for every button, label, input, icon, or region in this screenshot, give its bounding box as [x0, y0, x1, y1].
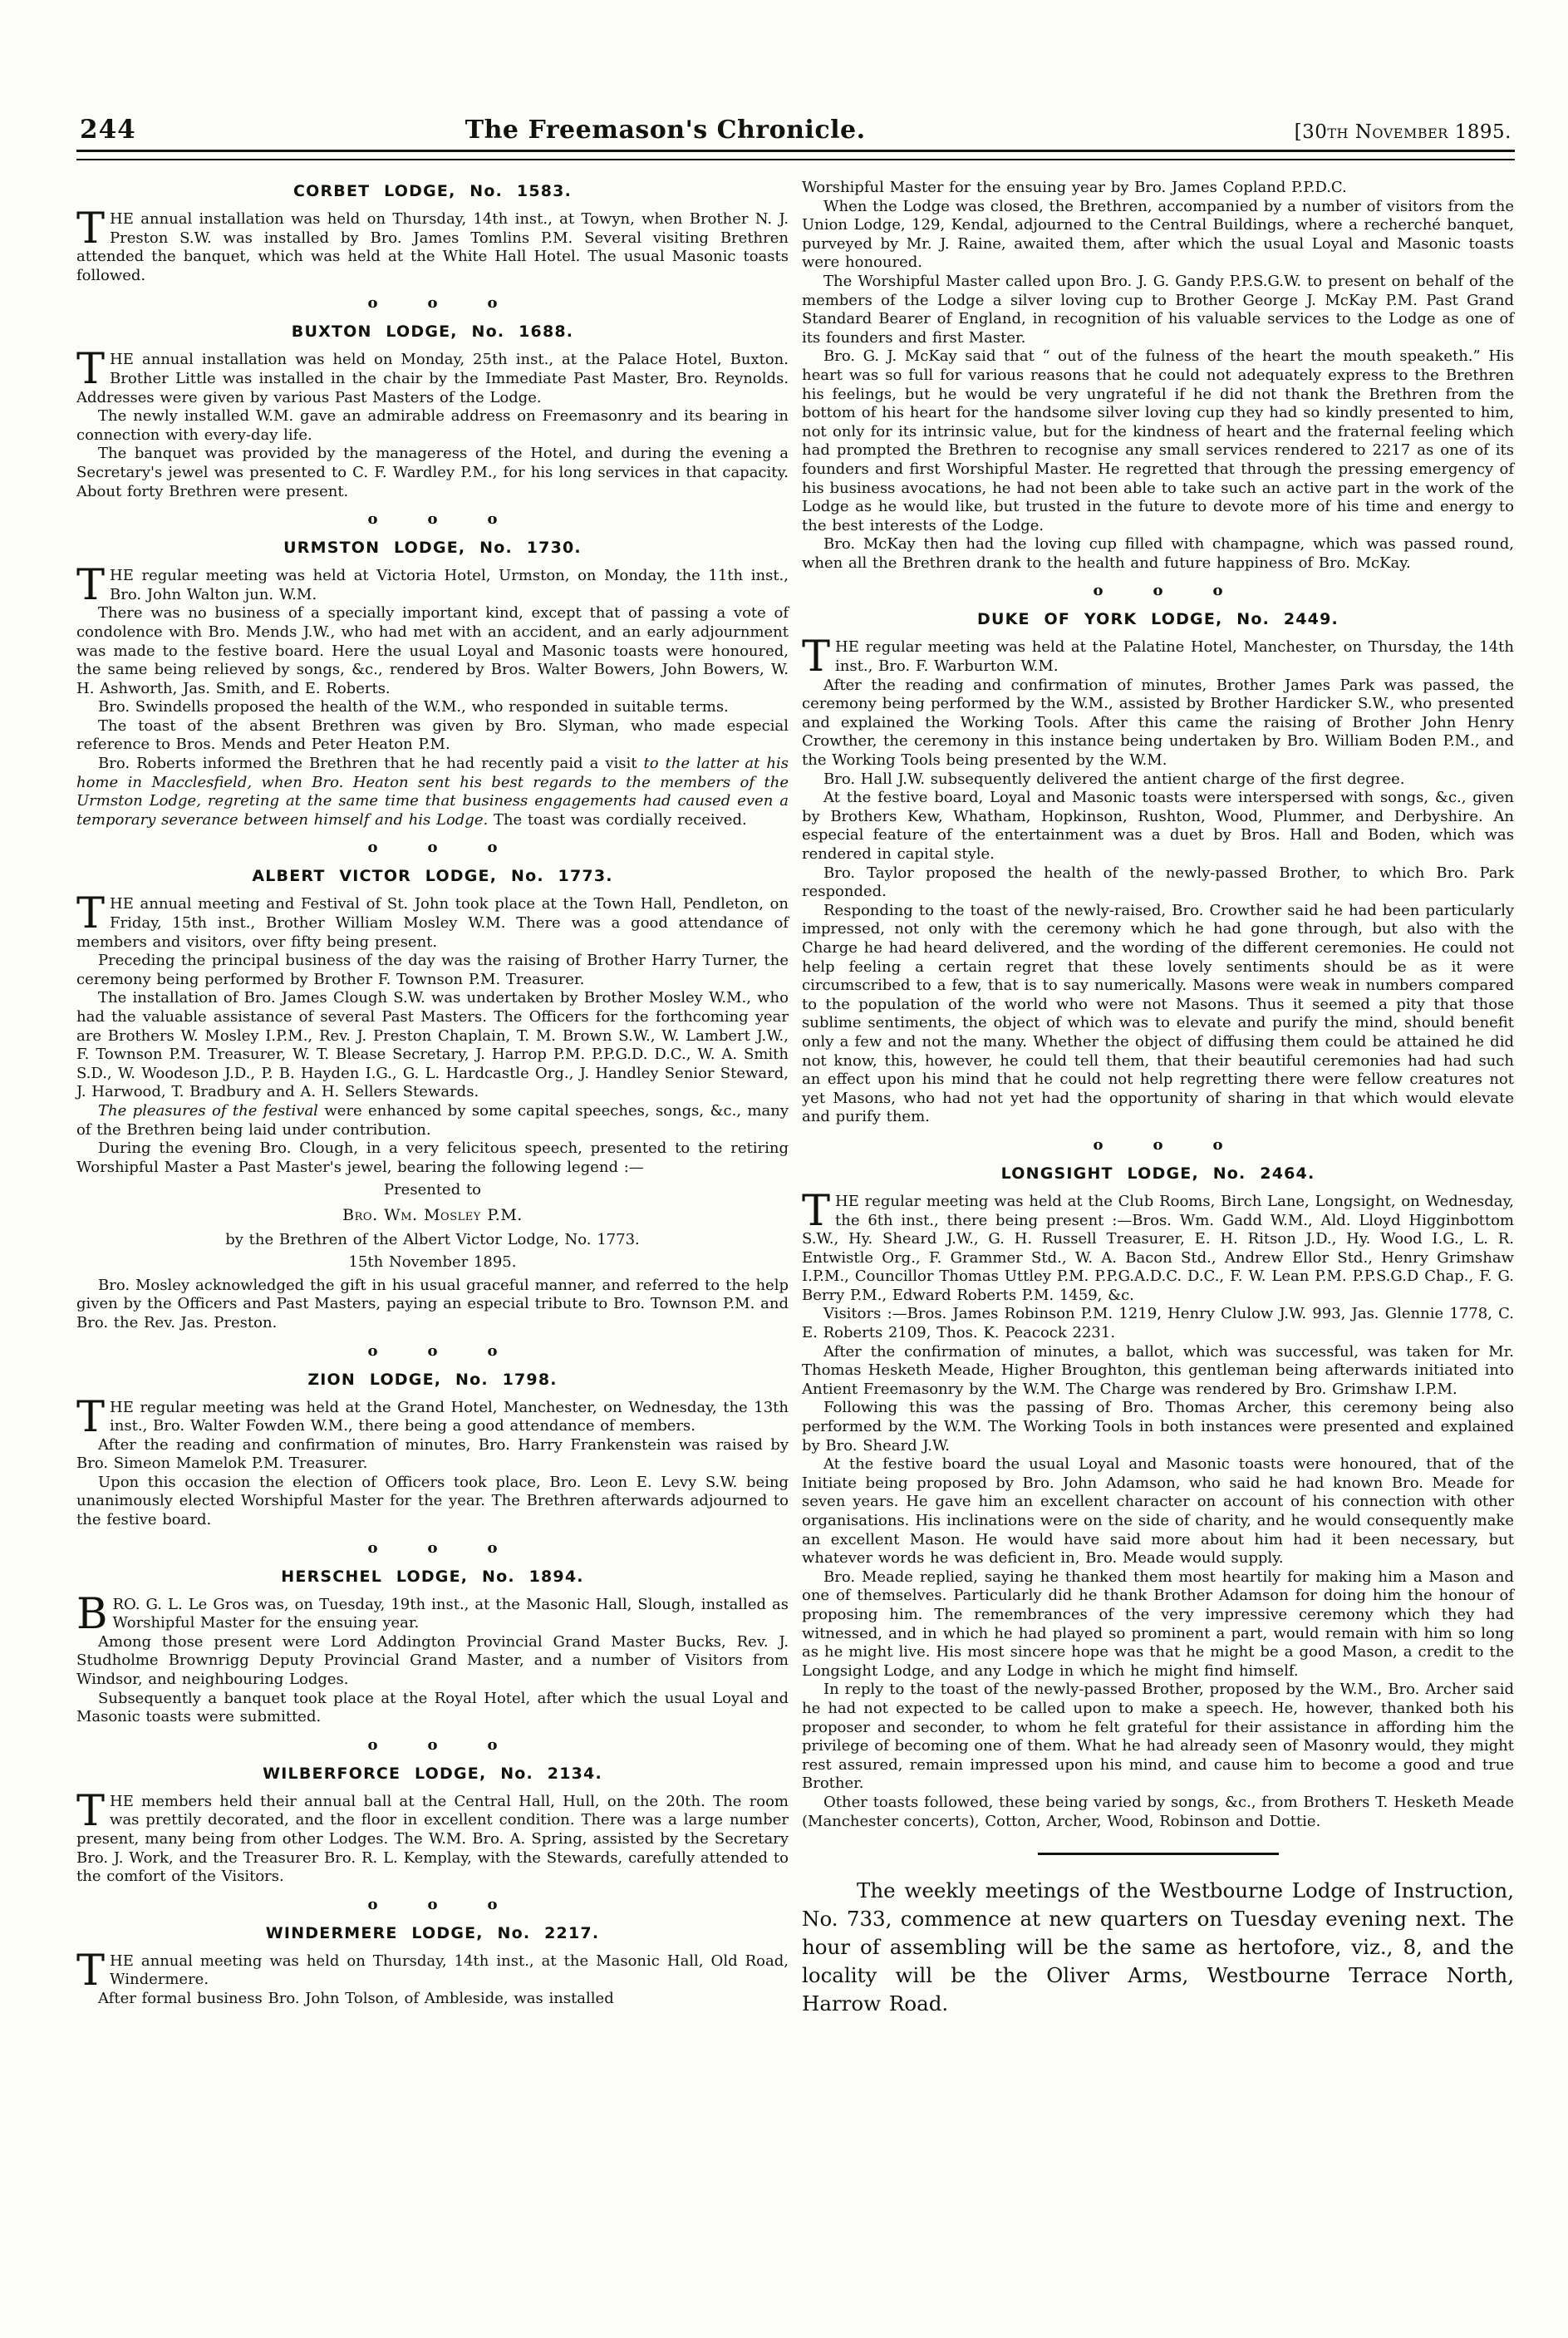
section-heading: HERSCHEL LODGE, No. 1894. [281, 1567, 584, 1586]
paragraph: Preceding the principal business of the day was the raising of Brother Harry Turner, the ceremony being performed by Brother F. Townson P.M. Treasurer. [76, 952, 789, 988]
paragraph: 15th November 1895. [348, 1253, 517, 1272]
text-run: Bro. Roberts informed the Brethren that he had recently paid a visit [98, 755, 644, 773]
paragraph: THE annual meeting and Festival of St. John took place at the Town Hall, Pendleton, on Friday, 15th inst., Brother William Mosley W.M. There was a good attendance of members and visitors, over fifty being present. [76, 889, 789, 951]
paragraph: There was no business of a specially important kind, except that of passing a vote of condolence with Bro. Mends J.W., who had met with an accident, and an early adjournment was made to the festive board. Here the usual Loyal and Masonic toasts were honoured, the same being relieved by songs, &c., rendered by Bros. Walter Bowers, John Bowers, W. H. Ashworth, Jas. Smith, and E. Roberts. [76, 604, 789, 697]
italic-run: The pleasures of the festival [98, 1101, 318, 1120]
paragraph: THE regular meeting was held at Victoria Hotel, Urmston, on Monday, the 11th inst., Bro. John Walton jun. W.M. [76, 561, 789, 611]
separator-o-glyph: o [427, 1735, 438, 1754]
section-heading: URMSTON LODGE, No. 1730. [283, 539, 582, 558]
section-separator [76, 1342, 789, 1360]
paragraph: THE members held their annual ball at the Central Hall, Hull, on the 20th. The room was prettily decorated, and the floor in excellent condition. There was a large number present, many being from other Lodges. The W.M. Bro. A. Spring, assisted by the Secretary Bro. J. Work, and the Treasurer Bro. R. L. Kemplay, with the Stewards, carefully attended to the comfort of the Visitors. [76, 1786, 789, 1886]
separator-o-glyph: o [427, 1341, 438, 1360]
paragraph: Subsequently a banquet took place at the Royal Hotel, after which the usual Loyal and Masonic toasts were submitted. [76, 1689, 789, 1726]
separator-o-glyph: o [487, 1538, 498, 1557]
separator-o-glyph: o [427, 294, 438, 313]
text-run: The toast was cordially received. [488, 810, 747, 829]
paragraph: The weekly meetings of the Westbourne Lodge of Instruction, No. 733, commence at new quarters on Tuesday evening next. The hour of assembling will be the same as hertofore, viz., 8, and the locality will be the Oliver Arms, Westbourne Terrace North, Harrow Road. [802, 1878, 1514, 2016]
paragraph: At the festive board the usual Loyal and Masonic toasts were honoured, that of the Initiate being proposed by Bro. John Adamson, who said he had known Bro. Meade for seven years. He gave him an excellent character on account of his connection with other organisations. His inclinations were on the side of charity, and he would consequently make an excellent Mason. He would have said more about him had it been necessary, but whatever words he was deficient in, Bro. Meade would supply. [802, 1455, 1514, 1568]
paragraph [76, 1102, 789, 1139]
paragraph: The banquet was provided by the manageress of the Hotel, and during the evening a Secretary's jewel was presented to C. F. Wardley P.M., for his long services in that capacity. About forty Brethren were present. [76, 445, 789, 500]
separator-o-glyph: o [1093, 582, 1103, 600]
paragraph: by the Brethren of the Albert Victor Lodge, No. 1773. [225, 1230, 640, 1248]
paragraph [76, 755, 789, 829]
paragraph: BRO. G. L. Le Gros was, on Tuesday, 19th inst., at the Masonic Hall, Slough, installed as Worshipful Master for the ensuing year. [76, 1589, 789, 1639]
paragraph: The toast of the absent Brethren was given by Bro. Slyman, who made especial reference to Bros. Mends and Peter Heaton P.M. [76, 716, 789, 754]
section-separator [76, 1539, 789, 1557]
separator-o-glyph: o [1153, 582, 1163, 600]
section-separator [76, 1896, 789, 1913]
section-heading: WINDERMERE LODGE, No. 2217. [265, 1923, 600, 1942]
section-heading: LONGSIGHT LODGE, No. 2464. [1000, 1164, 1315, 1183]
paragraph: The newly installed W.M. gave an admirable address on Freemasonry and its bearing in connection with every-day life. [76, 407, 789, 444]
paragraph: Bro. Meade replied, saying he thanked them most heartily for making him a Mason and one of themselves. Particularly did he thank Brother Adamson for doing him the honour of proposing him. The remembrances of the very impressive ceremony which they had witnessed, and in which he had played so prominent a part, would remain with him so long as he might live. His most sincere hope was that he might be a good Mason, a credit to the Longsight Lodge, and any Lodge in which he might find himself. [802, 1568, 1514, 1680]
paper-title: The Freemason's Chronicle. [465, 116, 866, 145]
paragraph: THE annual installation was held on Thursday, 14th inst., at Towyn, when Brother N. J. Preston S.W. was installed by Bro. James Tomlins P.M. Several visiting Brethren attended the banquet, which was held at the White Hall Hotel. The usual Masonic toasts followed. [76, 204, 789, 284]
separator-o-glyph: o [1212, 1135, 1223, 1154]
text-run: were enhanced by some capital speeches, songs, &c., many of the Brethren being laid under contribution. [76, 1101, 789, 1139]
paragraph: THE annual installation was held on Monday, 25th inst., at the Palace Hotel, Buxton. Brother Little was installed in the chair by the Immediate Past Master, Bro. Reynolds. Addresses were given by various Past Masters of the Lodge. [76, 345, 789, 406]
separator-o-glyph: o [367, 1538, 378, 1557]
section-separator [76, 1736, 789, 1754]
section-end-rule [1038, 1853, 1279, 1855]
separator-o-glyph: o [427, 1538, 438, 1557]
right-column [802, 179, 1514, 2018]
paragraph: After the reading and confirmation of minutes, Brother James Park was passed, the ceremony being performed by the W.M., assisted by Brother Hardicker S.W., who presented and explained the Working Tools. After this came the raising of Brother John Henry Crowther, the ceremony in this instance being undertaken by Bro. William Boden P.M., and the Working Tools being presented by the W.M. [802, 676, 1514, 770]
section-separator [76, 510, 789, 528]
section-heading: ALBERT VICTOR LODGE, No. 1773. [252, 867, 613, 886]
paragraph: Bro. G. J. McKay said that “ out of the fulness of the heart the mouth speaketh.” His heart was so full for various reasons that he could not adequately express to the Brethren his feelings, but he would be very ungrateful if he did not thank the Brethren from the bottom of his heart for the handsome silver loving cup they had so kindly presented to him, not only for its intrinsic value, but for the kindness of heart and the fraternal feeling which had prompted the Brethren to recognise any small services rendered to 2217 as one of its founders and first Worshipful Master. He regretted that through the pressing emergency of his business avocations, he had not been able to take such an active part in the work of the Lodge as he would like, but trusted in the future to devote more of his time and energy to the best interests of the Lodge. [802, 347, 1514, 534]
section-separator [802, 1136, 1514, 1154]
separator-o-glyph: o [367, 839, 378, 857]
separator-o-glyph: o [367, 294, 378, 313]
paragraph: Upon this occasion the election of Officers took place, Bro. Leon E. Levy S.W. being unanimously elected Worshipful Master for the year. The Brethren afterwards adjourned to the festive board. [76, 1473, 789, 1529]
section-heading: DUKE OF YORK LODGE, No. 2449. [977, 610, 1339, 629]
paragraph: Responding to the toast of the newly-raised, Bro. Crowther said he had been particularly impressed, not only with the ceremony which he had gone through, but also with the Charge he had heard delivered, and the wording of the different ceremonies. He could not help feeling a certain regret that these lovely sentiments should be as it were circumscribed to a few, that is to say numerically. Masons were weak in numbers compared to the population of the world who were not Masons. Thus it seemed a pity that those sublime sentiments, the object of which was to elevate and purify the mind, should benefit only a few and not the many. Whether the object of diffusing them could be attained he did not know, this, however, he could tell them, that their beautiful ceremonies had had such an effect upon his mind that he could not help regretting there were fellow creatures not yet Masons, who had not yet had the opportunity of sharing in that which would elevate and purify them. [802, 901, 1514, 1126]
separator-o-glyph: o [1093, 1135, 1103, 1154]
separator-o-glyph: o [367, 1735, 378, 1754]
paragraph: The installation of Bro. James Clough S.W. was undertaken by Brother Mosley W.M., who had the valuable assistance of several Past Masters. The Officers for the forthcoming year are Brothers W. Mosley I.P.M., Rev. J. Preston Chaplain, T. M. Brown S.W., W. Lambert J.W., F. Townson P.M. Treasurer, W. T. Blease Secretary, J. Harrop P.M. P.P.G.D. D.C., W. A. Smith S.D., W. Woodeson J.D., P. B. Hayden I.G., G. L. Hardcastle Org., J. Handley Senior Steward, J. Harwood, T. Bradbury and A. H. Sellers Stewards. [76, 989, 789, 1101]
paragraph: Worshipful Master for the ensuing year by Bro. James Copland P.P.D.C. [802, 179, 1347, 196]
separator-o-glyph: o [367, 1341, 378, 1360]
masthead-rule [76, 150, 1515, 160]
paragraph: At the festive board, Loyal and Masonic toasts were interspersed with songs, &c., given by Brothers Kew, Whatham, Hopkinson, Rushton, Wood, Plummer, and Derbyshire. An especial feature of the entertainment was a duet by Bros. Hall and Boden, which was rendered in capital style. [802, 789, 1514, 863]
separator-o-glyph: o [367, 510, 378, 529]
paragraph: After the reading and confirmation of minutes, Bro. Harry Frankenstein was raised by Bro. Simeon Mamelok P.M. Treasurer. [76, 1435, 789, 1473]
separator-o-glyph: o [427, 510, 438, 529]
paragraph: THE regular meeting was held at the Club Rooms, Birch Lane, Longsight, on Wednesday, the 6th inst., there being present :—Bros. Wm. Gadd W.M., Ald. Lloyd Higginbottom S.W., Hy. Sheard J.W., G. H. Russell Treasurer, E. H. Ritson J.D., Hy. Wood I.G., L. R. Entwistle Org., F. Grammer Std., W. A. Bacon Std., Andrew Ellor Std., Henry Grimshaw I.P.M., Councillor Thomas Uttley P.M. P.P.G.A.D.C. D.C., F. W. Lean P.M. P.P.S.G.D Chap., F. G. Berry P.M., Edward Roberts P.M. 1459, &c. [802, 1186, 1514, 1304]
separator-o-glyph: o [487, 1895, 498, 1913]
paragraph: Bro. McKay then had the loving cup filled with champagne, which was passed round, when all the Brethren drank to the health and future happiness of Bro. McKay. [802, 535, 1514, 572]
separator-o-glyph: o [427, 839, 438, 857]
separator-o-glyph: o [1212, 582, 1223, 600]
page-number: 244 [80, 115, 136, 145]
paragraph: Bro. Taylor proposed the health of the newly-passed Brother, to which Bro. Park responded. [802, 864, 1514, 901]
separator-o-glyph: o [367, 1895, 378, 1913]
section-separator [802, 582, 1514, 599]
paragraph: Presented to [383, 1181, 482, 1199]
paragraph: After the confirmation of minutes, a ballot, which was successful, was taken for Mr. Thomas Hesketh Meade, Higher Broughton, this gentleman being afterwards initiated into Antient Freemasonry by the W.M. The Charge was rendered by Bro. Grimshaw I.P.M. [802, 1342, 1514, 1398]
paragraph: Bro. Swindells proposed the health of the W.M., who responded in suitable terms. [98, 698, 729, 716]
separator-o-glyph: o [487, 1735, 498, 1754]
paragraph: The Worshipful Master called upon Bro. J. G. Gandy P.P.S.G.W. to present on behalf of the members of the Lodge a silver loving cup to Brother George J. McKay P.M. Past Grand Standard Bearer of England, in recognition of his valuable services to the Lodge as one of its founders and first Master. [802, 272, 1514, 347]
paragraph: Visitors :—Bros. James Robinson P.M. 1219, Henry Clulow J.W. 993, Jas. Glennie 1778, C. E. Roberts 2109, Thos. K. Peacock 2231. [802, 1305, 1514, 1342]
paragraph: During the evening Bro. Clough, in a very felicitous speech, presented to the retiring Worshipful Master a Past Master's jewel, bearing the following legend :— [76, 1139, 789, 1176]
left-column [76, 179, 789, 2018]
section-separator [76, 839, 789, 856]
paragraph: THE annual meeting was held on Thursday, 14th inst., at the Masonic Hall, Old Road, Windermere. [76, 1946, 789, 1996]
paragraph: Following this was the passing of Bro. Thomas Archer, this ceremony being also performed by the W.M. The Working Tools in both instances were presented and explained by Bro. Sheard J.W. [802, 1399, 1514, 1454]
separator-o-glyph: o [487, 839, 498, 857]
separator-o-glyph: o [1153, 1135, 1163, 1154]
section-heading: CORBET LODGE, No. 1583. [292, 182, 572, 200]
separator-o-glyph: o [487, 1341, 498, 1360]
paragraph: In reply to the toast of the newly-passed Brother, proposed by the W.M., Bro. Archer said he had not expected to be called upon to make a speech. He, however, thanked both his proposer and seconder, to whom he felt grateful for their assistance in affording him the privilege of becoming one of them. What he had already seen of Masonry would, they might rest assured, remain impressed upon his mind, and cause him to become a good and true Brother. [802, 1681, 1514, 1793]
paragraph: When the Lodge was closed, the Brethren, accompanied by a number of visitors from the Union Lodge, 129, Kendal, adjourned to the Central Buildings, where a recherché banquet, purveyed by Mr. J. Raine, awaited them, after which the usual Loyal and Masonic toasts were honoured. [802, 197, 1514, 272]
paragraph: Other toasts followed, these being varied by songs, &c., from Brothers T. Hesketh Meade (Manchester concerts), Cotton, Archer, Wood, Robinson and Dottie. [802, 1793, 1514, 1830]
paragraph: Among those present were Lord Addington Provincial Grand Master Bucks, Rev. J. Studholme Brownrigg Deputy Provincial Grand Master, and a number of Visitors from Windsor, and neighbouring Lodges. [76, 1632, 789, 1689]
section-heading: ZION LODGE, No. 1798. [307, 1370, 558, 1389]
section-heading: BUXTON LODGE, No. 1688. [291, 322, 574, 342]
paragraph: Bro. Hall J.W. subsequently delivered the antient charge of the first degree. [823, 770, 1405, 788]
separator-o-glyph: o [487, 510, 498, 529]
separator-o-glyph: o [427, 1895, 438, 1913]
separator-o-glyph: o [487, 294, 498, 313]
paragraph: After formal business Bro. John Tolson, of Ambleside, was installed [98, 1989, 614, 2007]
section-separator [76, 294, 789, 312]
paragraph: THE regular meeting was held at the Grand Hotel, Manchester, on Wednesday, the 13th inst., Bro. Walter Fowden W.M., there being a good attendance of members. [76, 1392, 789, 1442]
paragraph: Bro. Mosley acknowledged the gift in his usual graceful manner, and referred to the help given by the Officers and Past Masters, paying an especial tribute to Bro. Townson P.M. and Bro. the Rev. Jas. Preston. [76, 1276, 789, 1331]
column-layout [76, 179, 1515, 2018]
paragraph: THE regular meeting was held at the Palatine Hotel, Manchester, on Thursday, the 14th inst., Bro. F. Warburton W.M. [802, 632, 1514, 682]
masthead [76, 115, 1515, 150]
italic-run: to the latter at his home in Macclesfield, when Bro. Heaton sent his best regards to the members of the Urmston Lodge, regreting at the same time that business engagements had caused even a temporary severance between himself and his Lodge. [76, 755, 789, 829]
section-heading: WILBERFORCE LODGE, No. 2134. [263, 1764, 602, 1783]
issue-date: [30th November 1895. [1294, 121, 1511, 143]
paragraph: Bro. Wm. Mosley P.M. [342, 1205, 523, 1224]
